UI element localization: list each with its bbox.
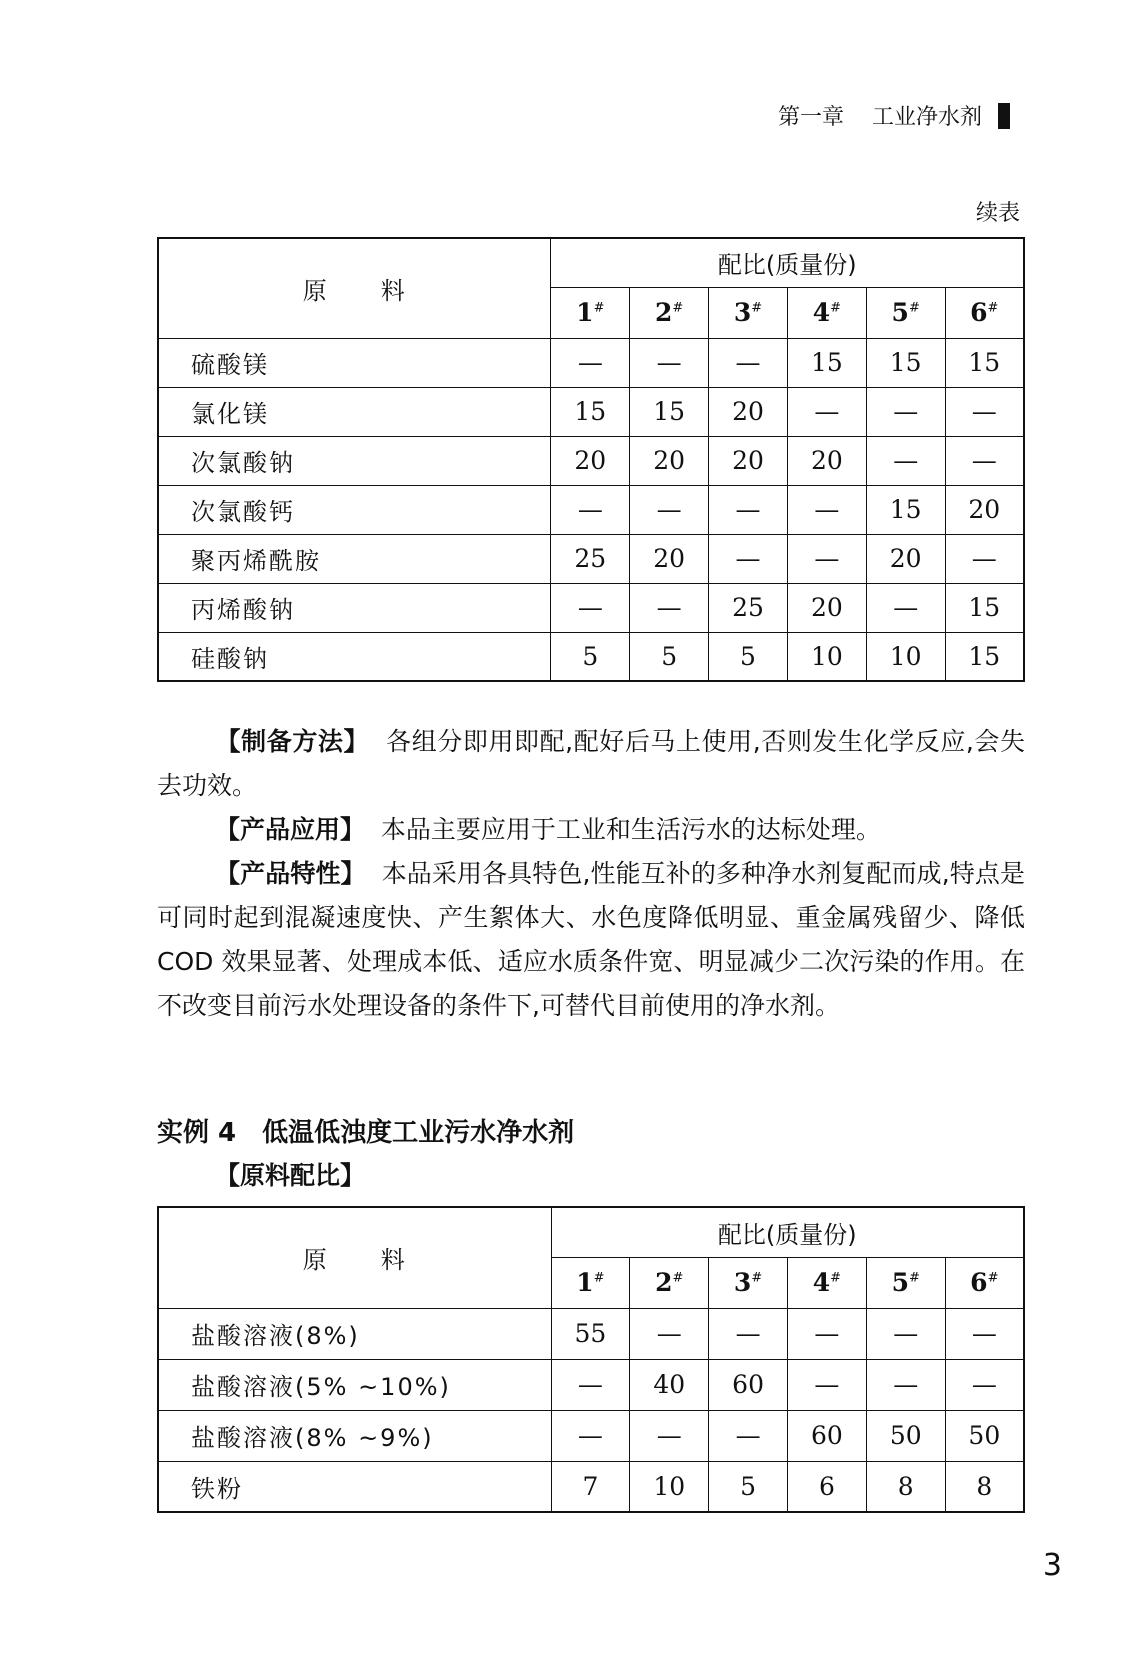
ratio-cell: 20 bbox=[630, 534, 709, 583]
ratio-cell: — bbox=[709, 338, 788, 387]
ratio-cell: — bbox=[551, 583, 630, 632]
formula-column-header: 2# bbox=[630, 1257, 709, 1308]
features-label: 【产品特性】 bbox=[215, 859, 366, 888]
ratio-cell: — bbox=[945, 1308, 1024, 1359]
ratio-cell: 20 bbox=[945, 485, 1024, 534]
formula-subheading: 【原料配比】 bbox=[215, 1161, 366, 1190]
table-row bbox=[158, 1461, 1024, 1512]
ratio-cell: — bbox=[630, 485, 709, 534]
ratio-cell: 15 bbox=[866, 338, 945, 387]
material-name: 盐酸溶液(8% ~9%) bbox=[158, 1410, 551, 1461]
formula-column-header: 6# bbox=[945, 1257, 1024, 1308]
continued-table-label: 续表 bbox=[975, 201, 1020, 226]
ratio-group-header: 配比(质量份) bbox=[551, 1207, 1024, 1257]
formula-column-header: 1# bbox=[551, 287, 630, 338]
page-number: 3 bbox=[1042, 1548, 1062, 1583]
ratio-cell: — bbox=[866, 1359, 945, 1410]
features-text: 本品采用各具特色,性能互补的多种净水剂复配而成,特点是可同时起到混凝速度快、产生絮体大、水色度降低明显、重金属残留少、降低 COD 效果显著、处理成本低、适应水质条件宽、明显减少二次污染的作用。在不改变目前污水处理设备的条件下,可替代目前使用的净水剂。 bbox=[157, 859, 1025, 1020]
ratio-cell: 10 bbox=[787, 632, 866, 681]
ratio-cell: — bbox=[630, 1410, 709, 1461]
formula-column-header: 2# bbox=[630, 287, 709, 338]
ratio-cell: 15 bbox=[551, 387, 630, 436]
material-name: 盐酸溶液(8%) bbox=[158, 1308, 551, 1359]
formula-column-header: 1# bbox=[551, 1257, 630, 1308]
table-row bbox=[158, 632, 1024, 681]
ratio-cell: — bbox=[551, 1359, 630, 1410]
application-paragraph bbox=[157, 808, 1025, 852]
ratio-table-continued bbox=[157, 237, 1025, 682]
table-row bbox=[158, 1359, 1024, 1410]
ratio-cell: — bbox=[866, 1308, 945, 1359]
ratio-cell: 8 bbox=[945, 1461, 1024, 1512]
ratio-cell: 15 bbox=[945, 583, 1024, 632]
table-row bbox=[158, 1308, 1024, 1359]
ratio-cell: — bbox=[787, 485, 866, 534]
preparation-label: 【制备方法】 bbox=[215, 727, 370, 756]
ratio-cell: 25 bbox=[551, 534, 630, 583]
ratio-cell: 10 bbox=[866, 632, 945, 681]
chapter-label: 第一章 bbox=[777, 105, 844, 130]
ratio-cell: 6 bbox=[788, 1461, 867, 1512]
ratio-cell: — bbox=[551, 338, 630, 387]
preparation-text: 各组分即用即配,配好后马上使用,否则发生化学反应,会失去功效。 bbox=[157, 727, 1025, 800]
ratio-cell: — bbox=[945, 436, 1024, 485]
material-name: 铁粉 bbox=[158, 1461, 551, 1512]
formula-column-header: 4# bbox=[787, 287, 866, 338]
material-column-header: 原 料 bbox=[158, 238, 551, 338]
ratio-cell: 20 bbox=[709, 436, 788, 485]
ratio-cell: — bbox=[866, 387, 945, 436]
ratio-cell: 15 bbox=[630, 387, 709, 436]
ratio-cell: 15 bbox=[945, 632, 1024, 681]
ratio-cell: — bbox=[945, 534, 1024, 583]
ratio-cell: 20 bbox=[709, 387, 788, 436]
material-name: 聚丙烯酰胺 bbox=[158, 534, 551, 583]
ratio-cell: — bbox=[945, 387, 1024, 436]
ratio-cell: 5 bbox=[709, 632, 788, 681]
ratio-cell: 60 bbox=[709, 1359, 788, 1410]
ratio-cell: — bbox=[709, 534, 788, 583]
ratio-cell: 25 bbox=[709, 583, 788, 632]
chapter-title: 工业净水剂 bbox=[871, 105, 982, 130]
ratio-cell: 20 bbox=[866, 534, 945, 583]
material-name: 次氯酸钠 bbox=[158, 436, 551, 485]
ratio-cell: — bbox=[709, 1308, 788, 1359]
material-column-header: 原 料 bbox=[158, 1207, 551, 1308]
table-row bbox=[158, 436, 1024, 485]
ratio-cell: 50 bbox=[866, 1410, 945, 1461]
ratio-cell: 40 bbox=[630, 1359, 709, 1410]
ratio-cell: — bbox=[788, 1359, 867, 1410]
ratio-table bbox=[157, 1206, 1025, 1513]
ratio-cell: 20 bbox=[787, 436, 866, 485]
ratio-cell: — bbox=[788, 1308, 867, 1359]
ratio-cell: 15 bbox=[945, 338, 1024, 387]
application-text: 本品主要应用于工业和生活污水的达标处理。 bbox=[380, 815, 881, 844]
ratio-cell: — bbox=[945, 1359, 1024, 1410]
ratio-cell: — bbox=[630, 583, 709, 632]
ratio-cell: 20 bbox=[630, 436, 709, 485]
material-name: 盐酸溶液(5% ~10%) bbox=[158, 1359, 551, 1410]
ratio-cell: 55 bbox=[551, 1308, 630, 1359]
ratio-cell: 15 bbox=[787, 338, 866, 387]
ratio-cell: — bbox=[551, 1410, 630, 1461]
formula-column-header: 5# bbox=[866, 1257, 945, 1308]
ratio-cell: — bbox=[787, 387, 866, 436]
ratio-cell: 8 bbox=[866, 1461, 945, 1512]
ratio-cell: 50 bbox=[945, 1410, 1024, 1461]
ratio-cell: — bbox=[709, 1410, 788, 1461]
table-row bbox=[158, 387, 1024, 436]
table-row bbox=[158, 534, 1024, 583]
formula-column-header: 3# bbox=[709, 287, 788, 338]
table-row bbox=[158, 338, 1024, 387]
material-name: 氯化镁 bbox=[158, 387, 551, 436]
ratio-cell: — bbox=[630, 338, 709, 387]
example-heading bbox=[157, 1112, 574, 1149]
material-name: 硫酸镁 bbox=[158, 338, 551, 387]
material-name: 丙烯酸钠 bbox=[158, 583, 551, 632]
ratio-group-header: 配比(质量份) bbox=[551, 238, 1024, 287]
ratio-cell: 5 bbox=[709, 1461, 788, 1512]
ratio-cell: — bbox=[866, 583, 945, 632]
application-label: 【产品应用】 bbox=[215, 815, 366, 844]
ratio-cell: 5 bbox=[551, 632, 630, 681]
table-row bbox=[158, 485, 1024, 534]
running-header bbox=[778, 100, 1010, 131]
ratio-cell: 10 bbox=[630, 1461, 709, 1512]
ratio-cell: — bbox=[551, 485, 630, 534]
table-row bbox=[158, 583, 1024, 632]
ratio-cell: 5 bbox=[630, 632, 709, 681]
header-marker bbox=[998, 103, 1010, 129]
ratio-cell: — bbox=[630, 1308, 709, 1359]
ratio-cell: 15 bbox=[866, 485, 945, 534]
ratio-cell: 20 bbox=[551, 436, 630, 485]
ratio-cell: 7 bbox=[551, 1461, 630, 1512]
ratio-cell: — bbox=[787, 534, 866, 583]
ratio-cell: 20 bbox=[787, 583, 866, 632]
ratio-cell: — bbox=[709, 485, 788, 534]
features-paragraph bbox=[157, 852, 1025, 1028]
ratio-cell: — bbox=[866, 436, 945, 485]
example-number: 实例 4 bbox=[157, 1118, 237, 1148]
example-title: 低温低浊度工业污水净水剂 bbox=[262, 1118, 575, 1148]
table-row bbox=[158, 1410, 1024, 1461]
formula-column-header: 4# bbox=[788, 1257, 867, 1308]
formula-column-header: 6# bbox=[945, 287, 1024, 338]
formula-column-header: 5# bbox=[866, 287, 945, 338]
ratio-cell: 60 bbox=[788, 1410, 867, 1461]
formula-column-header: 3# bbox=[709, 1257, 788, 1308]
preparation-paragraph bbox=[157, 720, 1025, 808]
material-name: 硅酸钠 bbox=[158, 632, 551, 681]
material-name: 次氯酸钙 bbox=[158, 485, 551, 534]
